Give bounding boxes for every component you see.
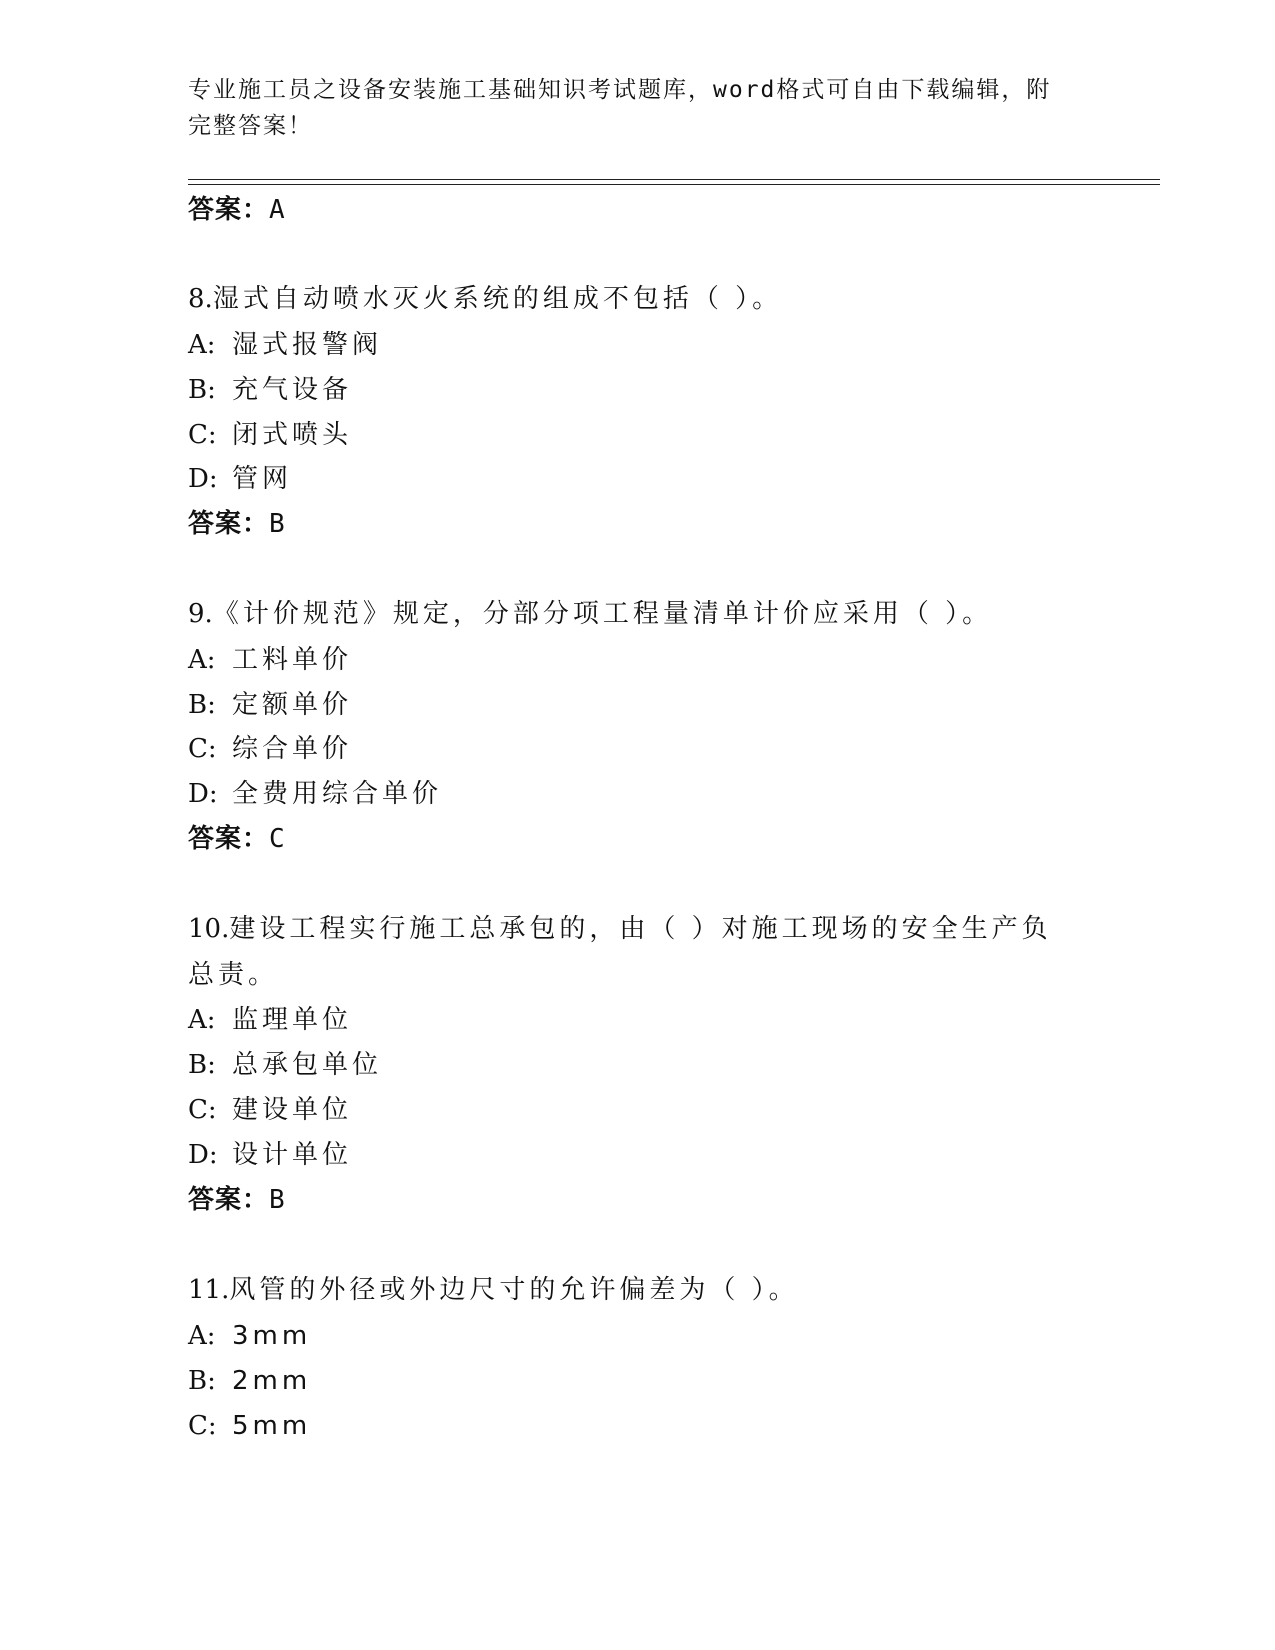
answer-label: 答案： (188, 824, 270, 854)
option-letter: D: (188, 779, 218, 809)
option-letter: A: (188, 1005, 216, 1035)
question-11-option-b (188, 1364, 311, 1398)
previous-answer (188, 193, 286, 227)
question-number: 10. (188, 914, 230, 944)
question-9-option-d (188, 777, 442, 811)
option-text: 管网 (232, 464, 293, 494)
answer-label: 答案： (188, 195, 270, 225)
option-letter: D: (188, 1140, 218, 1170)
option-text: 闭式喷头 (232, 420, 353, 450)
answer-label: 答案： (188, 509, 270, 539)
option-letter: A: (188, 330, 216, 360)
question-number: 8. (188, 284, 213, 314)
option-letter: A: (188, 645, 216, 675)
option-text: 定额单价 (232, 690, 353, 720)
question-9-answer (188, 822, 286, 856)
answer-value: A (269, 195, 286, 225)
answer-value: C (269, 824, 286, 854)
question-8-option-b (188, 373, 352, 407)
question-10-option-a (188, 1003, 352, 1037)
question-11-option-a (188, 1319, 311, 1353)
question-10-option-c (188, 1093, 352, 1127)
question-number: 9. (188, 599, 213, 629)
option-letter: B: (188, 1366, 216, 1396)
question-text: 《计价规范》规定，分部分项工程量清单计价应采用（ ）。 (212, 599, 993, 629)
option-text: 设计单位 (232, 1140, 353, 1170)
option-text: 5mm (232, 1411, 312, 1441)
option-text: 监理单位 (232, 1005, 353, 1035)
answer-value: B (269, 1185, 286, 1215)
question-text: 建设工程实行施工总承包的，由（ ）对施工现场的安全生产负总责。 (188, 914, 1052, 990)
question-10-option-b (188, 1048, 382, 1082)
question-10-option-d (188, 1138, 352, 1172)
option-text: 建设单位 (232, 1095, 353, 1125)
option-letter: B: (188, 1050, 216, 1080)
option-letter: D: (188, 464, 218, 494)
option-letter: A: (188, 1321, 216, 1351)
question-8-option-c (188, 418, 352, 452)
option-text: 湿式报警阀 (232, 330, 383, 360)
question-9-option-b (188, 688, 352, 722)
option-letter: C: (188, 734, 217, 764)
option-text: 充气设备 (232, 375, 353, 405)
question-9-option-a (188, 643, 352, 677)
option-letter: B: (188, 375, 216, 405)
option-text: 3mm (232, 1321, 312, 1351)
option-text: 工料单价 (232, 645, 353, 675)
question-8-option-a (188, 328, 382, 362)
option-text: 综合单价 (232, 734, 353, 764)
option-letter: C: (188, 1411, 217, 1441)
question-number: 11. (188, 1275, 230, 1305)
question-10-answer (188, 1183, 286, 1217)
question-11 (188, 1267, 1068, 1313)
question-10 (188, 906, 1068, 998)
question-8-answer (188, 507, 286, 541)
header-divider-top (188, 179, 1160, 180)
document-header-description: 专业施工员之设备安装施工基础知识考试题库，word格式可自由下载编辑，附完整答案！ (188, 77, 1052, 139)
option-text: 全费用综合单价 (232, 779, 443, 809)
option-letter: B: (188, 690, 216, 720)
question-9 (188, 591, 1068, 637)
question-8-option-d (188, 462, 292, 496)
option-text: 2mm (232, 1366, 312, 1396)
option-letter: C: (188, 1095, 217, 1125)
question-8 (188, 276, 1068, 322)
option-text: 总承包单位 (232, 1050, 383, 1080)
answer-label: 答案： (188, 1185, 270, 1215)
header-divider-bottom (188, 184, 1160, 185)
question-11-option-c (188, 1409, 311, 1443)
question-text: 湿式自动喷水灭火系统的组成不包括（ ）。 (212, 284, 783, 314)
question-text: 风管的外径或外边尺寸的允许偏差为（ ）。 (229, 1275, 799, 1305)
answer-value: B (269, 509, 286, 539)
question-9-option-c (188, 732, 352, 766)
option-letter: C: (188, 420, 217, 450)
